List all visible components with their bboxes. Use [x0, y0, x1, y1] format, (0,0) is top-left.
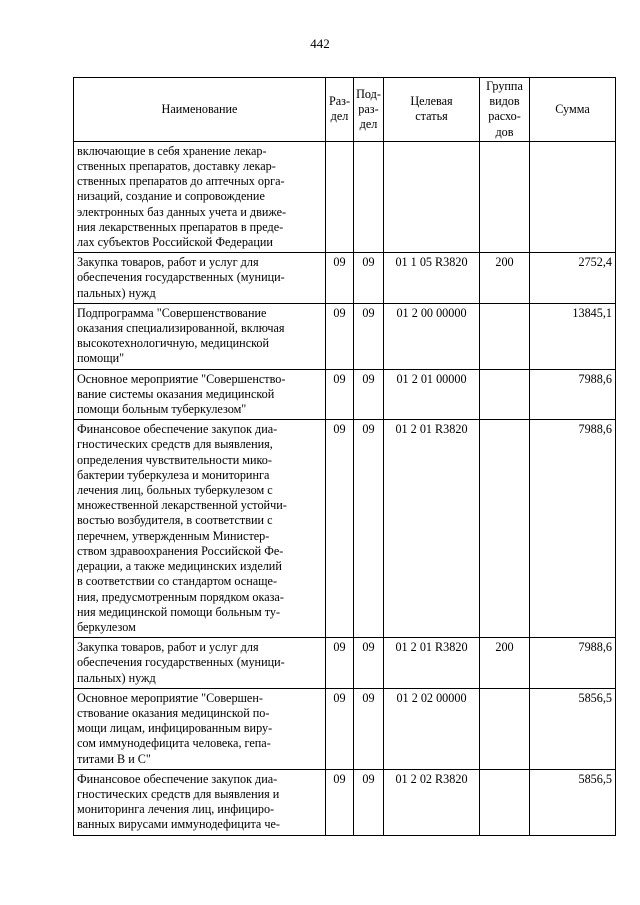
table-row: [74, 303, 616, 369]
row-name-line: Закупка товаров, работ и услуг для: [77, 640, 259, 655]
row-name-line: в соответствии со стандартом оснаще-: [77, 574, 277, 589]
row-name-line: ственных препаратов, доставку лекар-: [77, 159, 276, 174]
row-group-cell: [480, 769, 530, 835]
row-subsection-cell: 09: [354, 638, 384, 689]
row-target-cell: 01 2 01 R3820: [384, 638, 480, 689]
row-name-line: Финансовое обеспечение закупок диа-: [77, 422, 278, 437]
row-sum-cell: 7988,6: [530, 369, 616, 420]
budget-table: [73, 77, 616, 836]
row-section-cell: 09: [326, 688, 354, 769]
row-sum-cell: 7988,6: [530, 420, 616, 638]
row-name-line: беркулезом: [77, 619, 136, 634]
row-name-line: титами В и С": [77, 751, 151, 766]
row-name-cell: [74, 688, 326, 769]
row-name-line: включающие в себя хранение лекар-: [77, 143, 267, 158]
row-name-line: перечнем, утвержденным Министер-: [77, 528, 270, 543]
header-group: [480, 78, 530, 142]
header-group-line: видов: [489, 94, 520, 109]
row-name-line: гностических средств для выявления и: [77, 786, 280, 801]
row-name-cell: [74, 141, 326, 252]
row-name-line: помощи больным туберкулезом": [77, 402, 247, 417]
row-group-cell: [480, 369, 530, 420]
header-section-line: Раз-: [328, 94, 351, 109]
row-name-line: ствование оказания медицинской по-: [77, 705, 270, 720]
row-name-line: обеспечения государственных (муници-: [77, 655, 285, 670]
row-sum-cell: 7988,6: [530, 638, 616, 689]
table-row: [74, 369, 616, 420]
row-name-line: гностических средств для выявления,: [77, 437, 273, 452]
table-row: [74, 688, 616, 769]
header-subsection-line: Под-: [356, 86, 381, 101]
header-target-line: Целевая: [410, 94, 453, 109]
row-subsection-cell: 09: [354, 303, 384, 369]
header-group-line: Группа: [486, 79, 523, 93]
row-name-line: низаций, создание и сопровождение: [77, 189, 265, 204]
row-name-line: лечения лиц, больных туберкулезом с: [77, 483, 273, 498]
page-number: 442: [310, 36, 330, 51]
header-subsection: [354, 78, 384, 142]
row-name-line: дерации, а также медицинских изделий: [77, 559, 282, 574]
row-section-cell: 09: [326, 420, 354, 638]
row-name-line: ством здравоохранения Российской Фе-: [77, 543, 284, 558]
row-name-line: ния лекарственных препаратов в преде-: [77, 219, 284, 234]
row-name-line: ния медицинской помощи больным ту-: [77, 604, 281, 619]
header-target-line: статья: [415, 109, 448, 124]
row-name-line: высокотехнологичную, медицинской: [77, 336, 270, 351]
row-group-cell: [480, 688, 530, 769]
row-sum-cell: 5856,5: [530, 769, 616, 835]
table-header-row: [74, 78, 616, 142]
row-group-cell: [480, 141, 530, 252]
row-name-line: помощи": [77, 351, 125, 366]
row-subsection-cell: 09: [354, 688, 384, 769]
table-row: [74, 141, 616, 252]
row-section-cell: 09: [326, 303, 354, 369]
header-group-line: дов: [495, 124, 514, 139]
row-section-cell: [326, 141, 354, 252]
header-sum: Сумма: [530, 78, 616, 142]
row-subsection-cell: 09: [354, 369, 384, 420]
row-name-line: Подпрограмма "Совершенствование: [77, 305, 267, 320]
row-section-cell: 09: [326, 638, 354, 689]
row-name-line: Финансовое обеспечение закупок диа-: [77, 771, 278, 786]
row-target-cell: 01 2 00 00000: [384, 303, 480, 369]
row-target-cell: [384, 141, 480, 252]
header-subsection-line: раз-: [358, 101, 379, 116]
row-name-line: мощи лицам, инфицированным виру-: [77, 721, 273, 736]
row-group-cell: 200: [480, 253, 530, 304]
row-section-cell: 09: [326, 369, 354, 420]
row-name-cell: [74, 253, 326, 304]
row-name-line: Закупка товаров, работ и услуг для: [77, 255, 259, 270]
row-target-cell: 01 2 02 00000: [384, 688, 480, 769]
row-subsection-cell: 09: [354, 420, 384, 638]
row-name-line: оказания специализированной, включая: [77, 321, 285, 336]
header-name: Наименование: [74, 78, 326, 142]
header-subsection-line: дел: [359, 117, 378, 131]
row-target-cell: 01 2 02 R3820: [384, 769, 480, 835]
row-name-line: сом иммунодефицита человека, гепа-: [77, 736, 271, 751]
row-group-cell: [480, 420, 530, 638]
row-name-line: ния, предусмотренным порядком оказа-: [77, 589, 284, 604]
table-body: [74, 141, 616, 835]
header-target: [384, 78, 480, 142]
row-subsection-cell: 09: [354, 769, 384, 835]
row-name-line: множественной лекарственной устойчи-: [77, 498, 287, 513]
row-section-cell: 09: [326, 769, 354, 835]
row-group-cell: [480, 303, 530, 369]
row-name-line: бактерии туберкулеза и мониторинга: [77, 467, 270, 482]
row-name-line: мониторинга лечения лиц, инфициро-: [77, 802, 275, 817]
row-name-line: пальных) нужд: [77, 670, 156, 685]
header-group-line: расхо-: [488, 109, 521, 124]
row-target-cell: 01 2 01 R3820: [384, 420, 480, 638]
row-sum-cell: 5856,5: [530, 688, 616, 769]
row-sum-cell: [530, 141, 616, 252]
row-group-cell: 200: [480, 638, 530, 689]
row-name-cell: [74, 369, 326, 420]
table-row: [74, 420, 616, 638]
row-name-line: электронных баз данных учета и движе-: [77, 204, 287, 219]
row-name-line: ственных препаратов до аптечных орга-: [77, 174, 285, 189]
row-name-line: Основное мероприятие "Совершенство-: [77, 371, 286, 386]
row-name-line: пальных) нужд: [77, 285, 156, 300]
table-row: [74, 769, 616, 835]
row-name-cell: [74, 303, 326, 369]
row-name-cell: [74, 638, 326, 689]
row-target-cell: 01 1 05 R3820: [384, 253, 480, 304]
row-section-cell: 09: [326, 253, 354, 304]
row-name-line: лах субъектов Российской Федерации: [77, 235, 273, 250]
row-target-cell: 01 2 01 00000: [384, 369, 480, 420]
row-sum-cell: 13845,1: [530, 303, 616, 369]
header-section-line: дел: [330, 109, 349, 124]
row-name-cell: [74, 769, 326, 835]
row-name-line: вание системы оказания медицинской: [77, 386, 275, 401]
table-row: [74, 253, 616, 304]
header-section: [326, 78, 354, 142]
row-name-line: обеспечения государственных (муници-: [77, 270, 285, 285]
row-name-line: определения чувствительности мико-: [77, 452, 272, 467]
row-name-cell: [74, 420, 326, 638]
row-name-line: ванных вирусами иммунодефицита че-: [77, 817, 280, 832]
row-name-line: Основное мероприятие "Совершен-: [77, 690, 263, 705]
row-name-line: востью возбудителя, в соответствии с: [77, 513, 273, 528]
row-subsection-cell: [354, 141, 384, 252]
table-row: [74, 638, 616, 689]
row-sum-cell: 2752,4: [530, 253, 616, 304]
row-subsection-cell: 09: [354, 253, 384, 304]
